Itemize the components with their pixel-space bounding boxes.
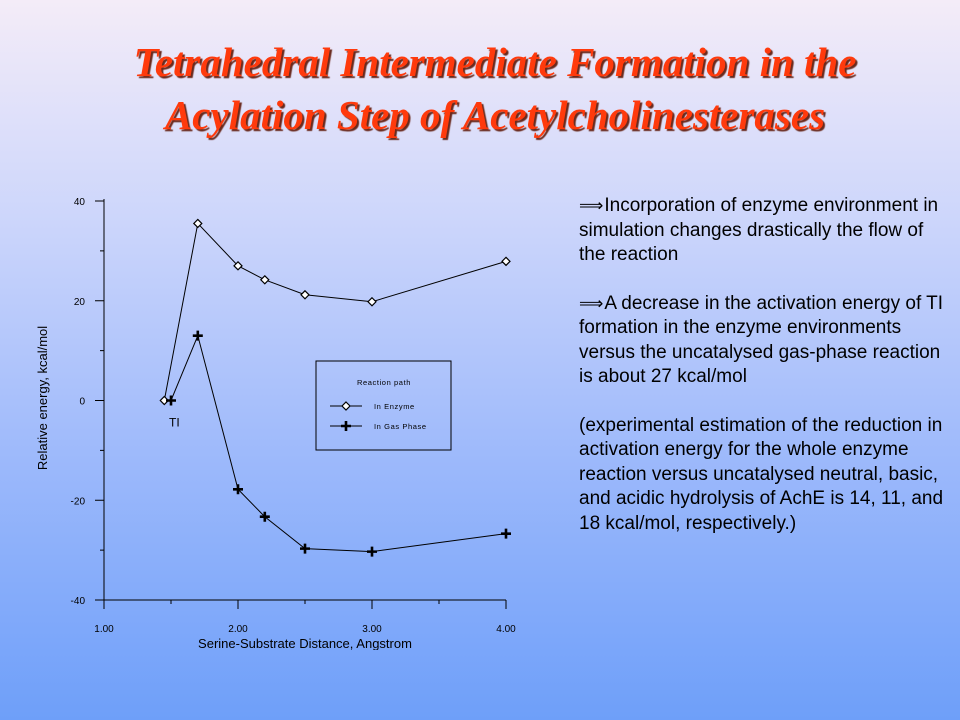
y-tick-label: -40: [70, 596, 85, 607]
plus-marker: [501, 529, 511, 539]
plus-marker: [367, 547, 377, 557]
diamond-marker: [261, 276, 269, 284]
y-tick-label: 0: [79, 396, 85, 408]
diamond-marker: [368, 298, 376, 306]
note-text: (experimental estimation of the reduction in activation energy for the whole enzyme reaction versus uncatalysed neutral, basic, and acidic hydrolysis of AchE is 14, 11, and 18 kcal/mol, respectively.): [579, 414, 944, 534]
bullet-list: [579, 194, 949, 560]
double-arrow-icon: ⟹: [579, 196, 604, 216]
diamond-marker: [301, 291, 309, 299]
legend-label: In Gas Phase: [374, 422, 427, 431]
diamond-marker: [342, 402, 350, 410]
legend-label: In Enzyme: [374, 402, 415, 411]
y-tick-label: -20: [70, 496, 85, 508]
title-line-1: Tetrahedral Intermediate Formation in the: [133, 39, 857, 85]
bullet-1: [579, 194, 949, 268]
x-tick-label: 2.00: [228, 624, 248, 635]
y-tick-label: 40: [73, 197, 85, 208]
x-tick-label: 3.00: [362, 624, 382, 635]
plus-marker: [341, 421, 351, 431]
slide-title: [0, 36, 960, 142]
series-line-in-enzyme: [164, 223, 506, 400]
title-line-2: Acylation Step of Acetylcholinesterases: [164, 92, 826, 138]
energy-profile-chart: [0, 180, 560, 650]
plus-marker: [193, 331, 203, 341]
note-paragraph: [579, 414, 949, 537]
x-tick-label: 1.00: [94, 624, 114, 635]
double-arrow-icon: ⟹: [579, 293, 604, 314]
diamond-marker: [502, 257, 510, 265]
plus-marker: [166, 396, 176, 406]
y-axis-title: Relative energy, kcal/mol: [35, 325, 50, 471]
ti-annotation: TI: [169, 415, 180, 430]
bullet-2: [579, 292, 949, 390]
x-axis-title: Serine-Substrate Distance, Angstrom: [198, 636, 412, 650]
y-tick-label: 20: [73, 296, 85, 308]
plus-marker: [300, 544, 310, 554]
legend-title: Reaction path: [356, 378, 412, 387]
bullet-2-text: A decrease in the activation energy of TI formation in the enzyme environments versus the uncatalysed gas-phase reaction is about 27 kcal/mol: [579, 292, 944, 387]
x-tick-label: 4.00: [496, 624, 516, 635]
bullet-1-text: Incorporation of enzyme environment in simulation changes drastically the flow of the reaction: [579, 195, 939, 265]
series-line-in-gas-phase: [171, 336, 506, 552]
